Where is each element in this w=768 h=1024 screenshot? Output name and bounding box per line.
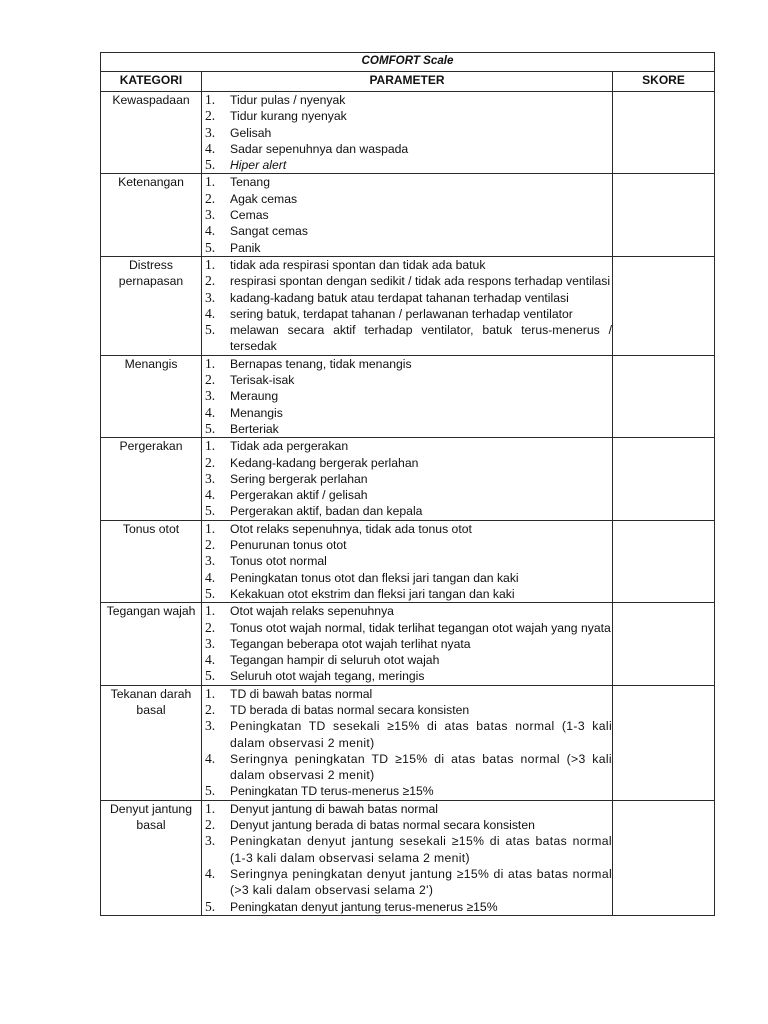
parameter-item: [202, 686, 612, 702]
item-text: TD di bawah batas normal: [230, 686, 373, 701]
table-body: [101, 92, 715, 916]
parameter-item: [202, 553, 612, 569]
parameter-item: [202, 503, 612, 519]
kategori-cell: Denyut jantung basal: [101, 800, 202, 915]
parameter-item: [202, 388, 612, 404]
parameter-cell: [202, 355, 613, 437]
item-text: Tidur pulas / nyenyak: [230, 93, 346, 107]
item-number: 3.: [205, 124, 216, 140]
item-text: melawan secara aktif terhadap ventilator, batuk terus-menerus / tersedak: [230, 323, 612, 354]
item-text: Pergerakan aktif / gelisah: [230, 488, 368, 503]
item-text: Penurunan tonus otot: [230, 538, 347, 553]
item-text: Bernapas tenang, tidak menangis: [230, 356, 412, 371]
table-row: [101, 355, 715, 437]
parameter-cell: [202, 685, 613, 800]
comfort-scale-table: [100, 52, 715, 916]
table-title: COMFORT Scale: [101, 53, 715, 72]
item-number: 1.: [205, 256, 216, 272]
parameter-item: [202, 372, 612, 388]
item-text: Peningkatan TD sesekali ≥15% di atas batas normal (1-3 kali dalam observasi 2 menit): [230, 719, 612, 750]
item-text: Sering bergerak perlahan: [230, 471, 368, 486]
parameter-item: [202, 141, 612, 157]
parameter-item: [202, 438, 612, 454]
parameter-item: [202, 833, 612, 866]
parameter-item: [202, 668, 612, 684]
item-number: 2.: [205, 108, 216, 124]
parameter-cell: [202, 520, 613, 602]
parameter-list: [202, 174, 612, 255]
header-skore: SKORE: [613, 72, 715, 92]
parameter-item: [202, 455, 612, 471]
parameter-item: [202, 207, 612, 223]
item-number: 5.: [205, 322, 216, 338]
parameter-item: [202, 306, 612, 322]
item-text: Tenang: [230, 175, 270, 190]
header-kategori: KATEGORI: [101, 72, 202, 92]
item-number: 2.: [205, 372, 216, 388]
parameter-cell: [202, 92, 613, 174]
item-text: Tidak ada pergerakan: [230, 439, 349, 454]
parameter-item: [202, 652, 612, 668]
parameter-cell: [202, 174, 613, 256]
table-row: [101, 174, 715, 256]
item-number: 1.: [205, 92, 216, 107]
skore-cell[interactable]: [613, 438, 715, 520]
item-text: Meraung: [230, 389, 279, 404]
item-number: 2.: [205, 817, 216, 833]
parameter-item: [202, 537, 612, 553]
header-parameter: PARAMETER: [202, 72, 613, 92]
item-number: 3.: [205, 553, 216, 569]
item-text: TD berada di batas normal secara konsisten: [230, 702, 470, 717]
parameter-item: [202, 487, 612, 503]
item-number: 3.: [205, 833, 216, 849]
table-row: [101, 438, 715, 520]
parameter-list: [202, 438, 612, 519]
item-text: Sadar sepenuhnya dan waspada: [230, 141, 409, 156]
item-number: 4.: [205, 865, 216, 881]
item-text: tidak ada respirasi spontan dan tidak ada batuk: [230, 257, 486, 272]
item-number: 2.: [205, 190, 216, 206]
parameter-list: [202, 257, 612, 355]
kategori-cell: Tegangan wajah: [101, 603, 202, 685]
parameter-item: [202, 421, 612, 437]
item-number: 3.: [205, 207, 216, 223]
item-number: 5.: [205, 239, 216, 255]
parameter-list: [202, 686, 612, 800]
parameter-item: [202, 899, 612, 915]
parameter-item: [202, 570, 612, 586]
parameter-item: [202, 356, 612, 372]
parameter-item: [202, 817, 612, 833]
parameter-item: [202, 603, 612, 619]
parameter-item: [202, 471, 612, 487]
parameter-item: [202, 125, 612, 141]
skore-cell[interactable]: [613, 174, 715, 256]
item-text: Seringnya peningkatan TD ≥15% di atas batas normal (>3 kali dalam observasi 2 menit): [230, 751, 612, 783]
item-number: 5.: [205, 503, 216, 519]
parameter-item: [202, 290, 612, 306]
parameter-item: [202, 108, 612, 124]
parameter-item: [202, 174, 612, 190]
item-text: Gelisah: [230, 125, 272, 140]
parameter-list: [202, 603, 612, 684]
item-text: Terisak-isak: [230, 373, 295, 388]
parameter-item: [202, 586, 612, 602]
item-text: Tidur kurang nyenyak: [230, 109, 347, 124]
kategori-cell: Tekanan darah basal: [101, 685, 202, 800]
parameter-list: [202, 92, 612, 173]
item-number: 3.: [205, 470, 216, 486]
item-number: 4.: [205, 569, 216, 585]
item-text: Peningkatan denyut jantung terus-menerus ≥15%: [230, 899, 498, 914]
kategori-cell: Tonus otot: [101, 520, 202, 602]
item-number: 2.: [205, 701, 216, 717]
item-text: Pergerakan aktif, badan dan kepala: [230, 504, 423, 519]
item-number: 1.: [205, 174, 216, 190]
item-number: 3.: [205, 289, 216, 305]
kategori-cell: Ketenangan: [101, 174, 202, 256]
item-text: respirasi spontan dengan sedikit / tidak ada respons terhadap ventilasi: [230, 274, 611, 289]
item-number: 5.: [205, 585, 216, 601]
item-number: 4.: [205, 140, 216, 156]
item-text: sering batuk, terdapat tahanan / perlawanan terhadap ventilator: [230, 306, 573, 321]
table-row: [101, 800, 715, 915]
skore-cell[interactable]: [613, 603, 715, 685]
skore-cell[interactable]: [613, 520, 715, 602]
kategori-cell: Menangis: [101, 355, 202, 437]
parameter-item: [202, 636, 612, 652]
parameter-cell: [202, 438, 613, 520]
item-text: Denyut jantung di bawah batas normal: [230, 801, 438, 816]
skore-cell[interactable]: [613, 355, 715, 437]
item-text: Agak cemas: [230, 191, 298, 206]
item-number: 1.: [205, 603, 216, 619]
item-text: Berteriak: [230, 421, 279, 436]
item-number: 1.: [205, 438, 216, 454]
item-number: 2.: [205, 619, 216, 635]
skore-cell[interactable]: [613, 800, 715, 915]
parameter-cell: [202, 603, 613, 685]
item-number: 1.: [205, 355, 216, 371]
item-text: Denyut jantung berada di batas normal secara konsisten: [230, 818, 535, 833]
item-number: 5.: [205, 420, 216, 436]
item-text: Otot wajah relaks sepenuhnya: [230, 604, 394, 619]
item-text: Tegangan hampir di seluruh otot wajah: [230, 653, 440, 668]
parameter-item: [202, 866, 612, 899]
item-text: Cemas: [230, 208, 269, 223]
item-text: Peningkatan tonus otot dan fleksi jari tangan dan kaki: [230, 570, 519, 585]
item-text: Tonus otot wajah normal, tidak terlihat tegangan otot wajah yang nyata: [230, 620, 611, 635]
table-row: [101, 520, 715, 602]
item-text: Menangis: [230, 405, 283, 420]
item-text: Tegangan beberapa otot wajah terlihat nyata: [230, 636, 471, 651]
item-text: Peningkatan TD terus-menerus ≥15%: [230, 784, 434, 799]
parameter-item: [202, 751, 612, 784]
kategori-cell: Pergerakan: [101, 438, 202, 520]
item-number: 4.: [205, 305, 216, 321]
item-number: 3.: [205, 388, 216, 404]
item-number: 3.: [205, 718, 216, 734]
item-number: 1.: [205, 800, 216, 816]
parameter-cell: [202, 800, 613, 915]
item-number: 2.: [205, 454, 216, 470]
item-number: 5.: [205, 783, 216, 799]
table-row: [101, 685, 715, 800]
item-number: 4.: [205, 404, 216, 420]
item-text: Seringnya peningkatan denyut jantung ≥15% di atas batas normal (>3 kali dalam observasi selama 2'): [230, 866, 612, 898]
item-text: Seluruh otot wajah tegang, meringis: [230, 669, 425, 684]
item-number: 5.: [205, 898, 216, 914]
item-number: 4.: [205, 750, 216, 766]
parameter-item: [202, 718, 612, 751]
parameter-item: [202, 620, 612, 636]
skore-cell[interactable]: [613, 92, 715, 174]
parameter-item: [202, 801, 612, 817]
parameter-item: [202, 157, 612, 173]
item-number: 4.: [205, 223, 216, 239]
item-text: kadang-kadang batuk atau terdapat tahanan terhadap ventilasi: [230, 290, 569, 305]
item-number: 5.: [205, 157, 216, 173]
item-text: Kedang-kadang bergerak perlahan: [230, 455, 419, 470]
item-number: 1.: [205, 520, 216, 536]
kategori-cell: Distress pernapasan: [101, 256, 202, 355]
parameter-item: [202, 273, 612, 289]
parameter-item: [202, 191, 612, 207]
table-row: [101, 92, 715, 174]
item-text: Tonus otot normal: [230, 554, 327, 569]
parameter-list: [202, 801, 612, 915]
parameter-item: [202, 322, 612, 355]
parameter-item: [202, 521, 612, 537]
parameter-item: [202, 240, 612, 256]
item-text: Panik: [230, 240, 261, 255]
parameter-item: [202, 702, 612, 718]
parameter-list: [202, 521, 612, 602]
kategori-cell: Kewaspadaan: [101, 92, 202, 174]
parameter-item: [202, 92, 612, 108]
parameter-cell: [202, 256, 613, 355]
item-number: 3.: [205, 635, 216, 651]
parameter-list: [202, 356, 612, 437]
item-number: 4.: [205, 652, 216, 668]
table-row: [101, 256, 715, 355]
table-row: [101, 603, 715, 685]
parameter-item: [202, 257, 612, 273]
parameter-item: [202, 223, 612, 239]
item-number: 4.: [205, 487, 216, 503]
item-number: 2.: [205, 273, 216, 289]
parameter-item: [202, 405, 612, 421]
item-text: Sangat cemas: [230, 224, 308, 239]
skore-cell[interactable]: [613, 256, 715, 355]
skore-cell[interactable]: [613, 685, 715, 800]
item-number: 5.: [205, 668, 216, 684]
item-number: 2.: [205, 537, 216, 553]
item-text: Peningkatan denyut jantung sesekali ≥15% di atas batas normal (1-3 kali dalam observasi selama 2 menit): [230, 834, 612, 865]
item-number: 1.: [205, 685, 216, 701]
item-text: Otot relaks sepenuhnya, tidak ada tonus otot: [230, 521, 472, 536]
parameter-item: [202, 783, 612, 799]
item-text: Hiper alert: [230, 158, 287, 173]
item-text: Kekakuan otot ekstrim dan fleksi jari tangan dan kaki: [230, 586, 515, 601]
